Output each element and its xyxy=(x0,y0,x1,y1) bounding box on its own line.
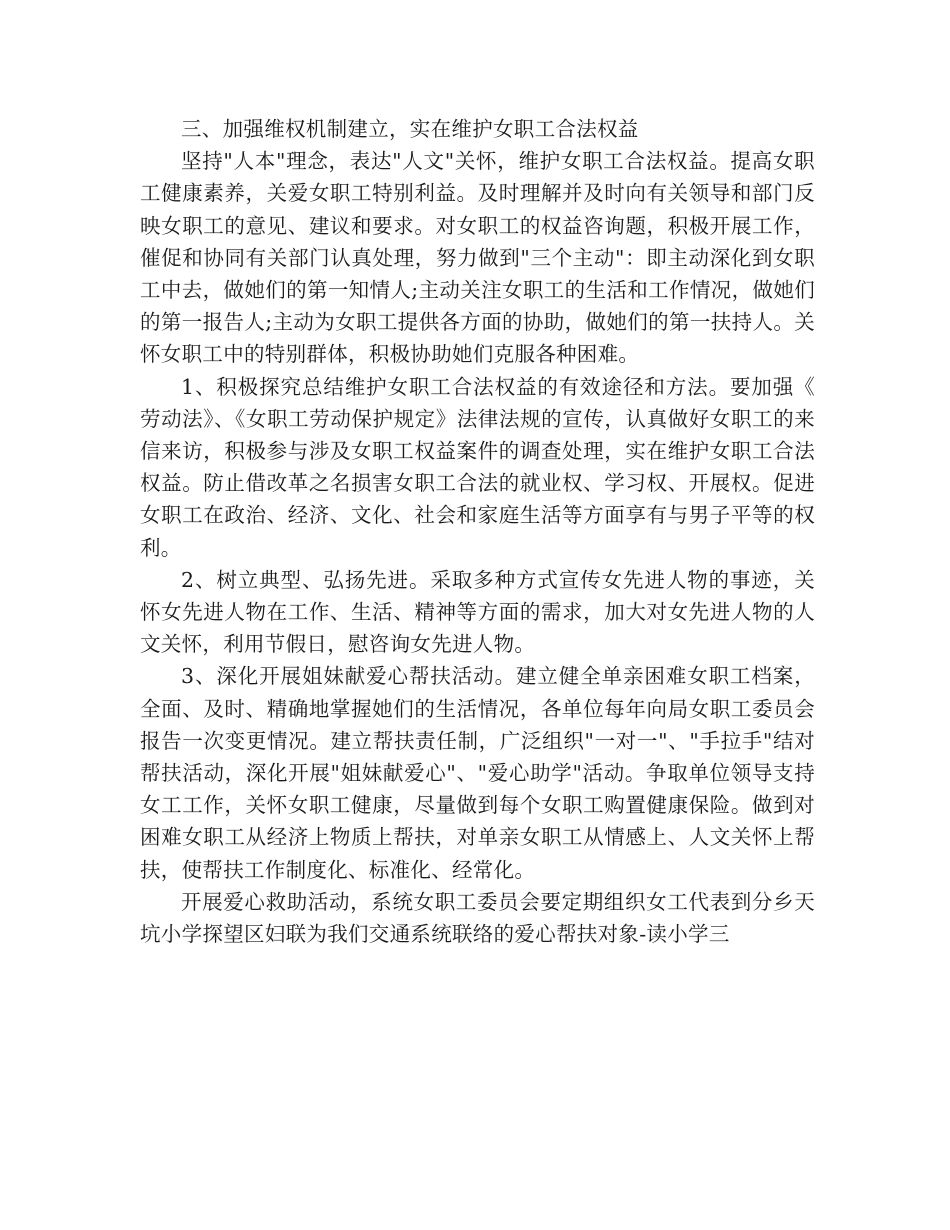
document-body xyxy=(140,113,815,950)
paragraph-charity: 开展爱心救助活动，系统女职工委员会要定期组织女工代表到分乡天坑小学探望区妇联为我们交通系统联络的爱心帮扶对象-读小学三 xyxy=(140,889,815,947)
section-heading: 三、加强维权机制建立，实在维护女职工合法权益 xyxy=(181,117,639,141)
paragraph-item-3: 3、深化开展姐妹献爱心帮扶活动。建立健全单亲困难女职工档案，全面、及时、精确地掌握她们的生活情况，各单位每年向局女职工委员会报告一次变更情况。建立帮扶责任制，广泛组织"一对一"、"手拉手"结对帮扶活动，深化开展"姐妹献爱心"、"爱心助学"活动。争取单位领导支持女工工作，关怀女职工健康，尽量做到每个女职工购置健康保险。做到对困难女职工从经济上物质上帮扶，对单亲女职工从情感上、人文关怀上帮扶，使帮扶工作制度化、标准化、经常化。 xyxy=(140,664,815,882)
paragraph-item-1: 1、积极探究总结维护女职工合法权益的有效途径和方法。要加强《劳动法》、《女职工劳动保护规定》法律法规的宣传，认真做好女职工的来信来访，积极参与涉及女职工权益案件的调查处理，实在维护女职工合法权益。防止借改革之名损害女职工合法的就业权、学习权、开展权。促进女职工在政治、经济、文化、社会和家庭生活等方面享有与男子平等的权利。 xyxy=(140,374,815,560)
paragraph-intro: 坚持"人本"理念，表达"人文"关怀，维护女职工合法权益。提高女职工健康素养，关爱女职工特别利益。及时理解并及时向有关领导和部门反映女职工的意见、建议和要求。对女职工的权益咨询题，积极开展工作，催促和协同有关部门认真处理，努力做到"三个主动"：即主动深化到女职工中去，做她们的第一知情人;主动关注女职工的生活和工作情况，做她们的第一报告人;主动为女职工提供各方面的协助，做她们的第一扶持人。关怀女职工中的特别群体，积极协助她们克服各种困难。 xyxy=(140,149,815,367)
paragraph-item-2: 2、树立典型、弘扬先进。采取多种方式宣传女先进人物的事迹，关怀女先进人物在工作、生活、精神等方面的需求，加大对女先进人物的人文关怀，利用节假日，慰咨询女先进人物。 xyxy=(140,567,815,657)
